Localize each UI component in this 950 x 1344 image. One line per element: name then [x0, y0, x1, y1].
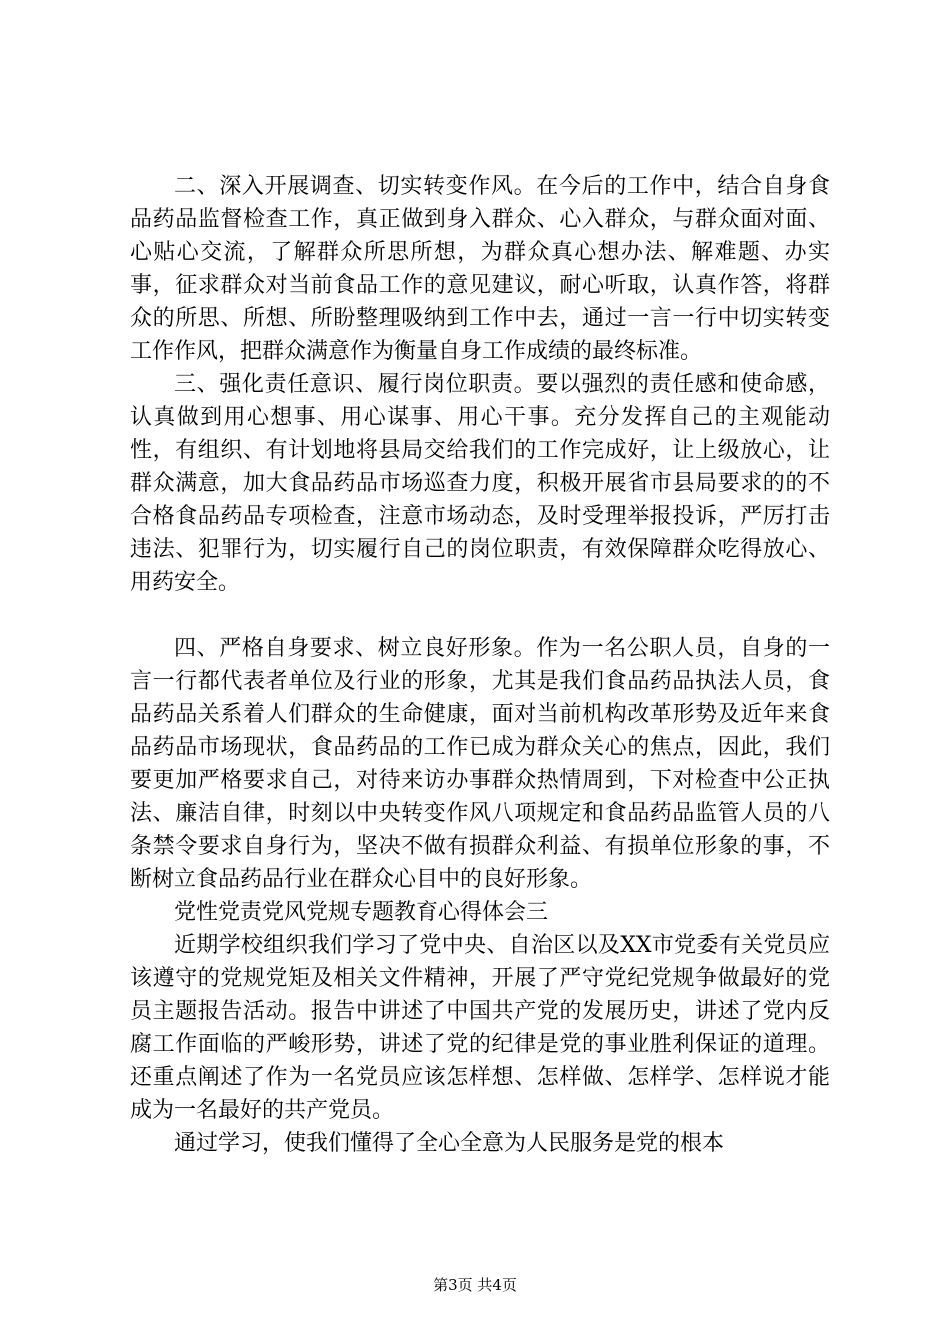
paragraph-two: 二、深入开展调查、切实转变作风。在今后的工作中，结合自身食品药品监督检查工作，真正做到身入群众、心入群众，与群众面对面、心贴心交流，了解群众所思所想，为群众真心想办法、解难题、办实事，征求群众对当前食品工作的意见建议，耐心听取，认真作答，将群众的所思、所想、所盼整理吸纳到工作中去，通过一言一行中切实转变工作作风，把群众满意作为衡量自身工作成绩的最终标准。: [130, 174, 830, 364]
document-body: [130, 170, 830, 1160]
paragraph-three: 三、强化责任意识、履行岗位职责。要以强烈的责任感和使命感，认真做到用心想事、用心谋事、用心干事。充分发挥自己的主观能动性，有组织、有计划地将县局交给我们的工作完成好，让上级放心，让群众满意，加大食品药品市场巡查力度，积极开展省市县局要求的的不合格食品药品专项检查，注意市场动态，及时受理举报投诉，严厉打击违法、犯罪行为，切实履行自己的岗位职责，有效保障群众吃得放心、用药安全。: [130, 372, 830, 595]
paragraph-gap: [130, 599, 830, 632]
page-footer: 第3页 共4页: [433, 1276, 517, 1294]
section-heading: 党性党责党风党规专题教育心得体会三: [174, 900, 549, 925]
paragraph-six: 通过学习，使我们懂得了全心全意为人民服务是党的根本: [174, 1131, 725, 1156]
paragraph-four: 四、严格自身要求、树立良好形象。作为一名公职人员，自身的一言一行都代表者单位及行业的形象，尤其是我们食品药品执法人员，食品药品关系着人们群众的生命健康，面对当前机构改革形势及近年来食品药品市场现状，食品药品的工作已成为群众关心的焦点，因此，我们要更加严格要求自己，对待来访办事群众热情周到，下对检查中公正执法、廉洁自律，时刻以中央转变作风八项规定和食品药品监管人员的八条禁令要求自身行为，坚决不做有损群众利益、有损单位形象的事，不断树立食品药品行业在群众心目中的良好形象。: [130, 636, 830, 892]
paragraph-five: 近期学校组织我们学习了党中央、自治区以及XX市党委有关党员应该遵守的党规党矩及相关文件精神，开展了严守党纪党规争做最好的党员主题报告活动。报告中讲述了中国共产党的发展历史，讲述了党内反腐工作面临的严峻形势，讲述了党的纪律是党的事业胜利保证的道理。还重点阐述了作为一名党员应该怎样想、怎样做、怎样学、怎样说才能成为一名最好的共产党员。: [130, 933, 830, 1123]
